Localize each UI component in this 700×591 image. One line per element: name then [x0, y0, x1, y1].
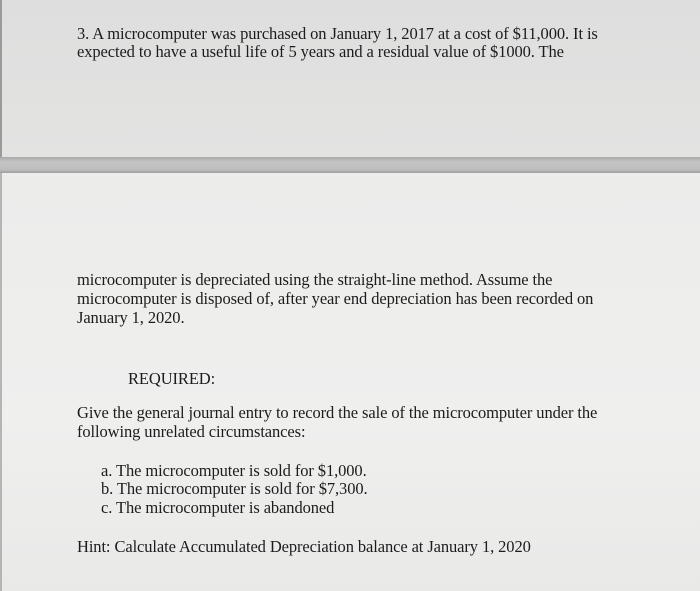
continued-line-3: January 1, 2020.: [77, 308, 185, 327]
required-heading: REQUIRED:: [128, 369, 216, 388]
page-divider-band: [0, 157, 700, 173]
intro-line-1: 3. A microcomputer was purchased on January 1, 2017 at a cost of $11,000. It is: [77, 24, 598, 43]
circumstance-b: b. The microcomputer is sold for $7,300.: [101, 479, 368, 498]
circumstance-c: c. The microcomputer is abandoned: [101, 498, 335, 517]
continued-line-2: microcomputer is disposed of, after year end depreciation has been recorded on: [77, 289, 594, 308]
lower-page-section: [0, 173, 700, 591]
continued-line-1: microcomputer is depreciated using the straight-line method. Assume the: [77, 270, 553, 289]
intro-line-2: expected to have a useful life of 5 years and a residual value of $1000. The: [77, 42, 564, 61]
instruction-line-1: Give the general journal entry to record the sale of the microcomputer under the: [77, 403, 598, 422]
instruction-line-2: following unrelated circumstances:: [77, 422, 306, 441]
circumstance-a: a. The microcomputer is sold for $1,000.: [101, 461, 367, 480]
hint-text: Hint: Calculate Accumulated Depreciation balance at January 1, 2020: [77, 537, 531, 556]
